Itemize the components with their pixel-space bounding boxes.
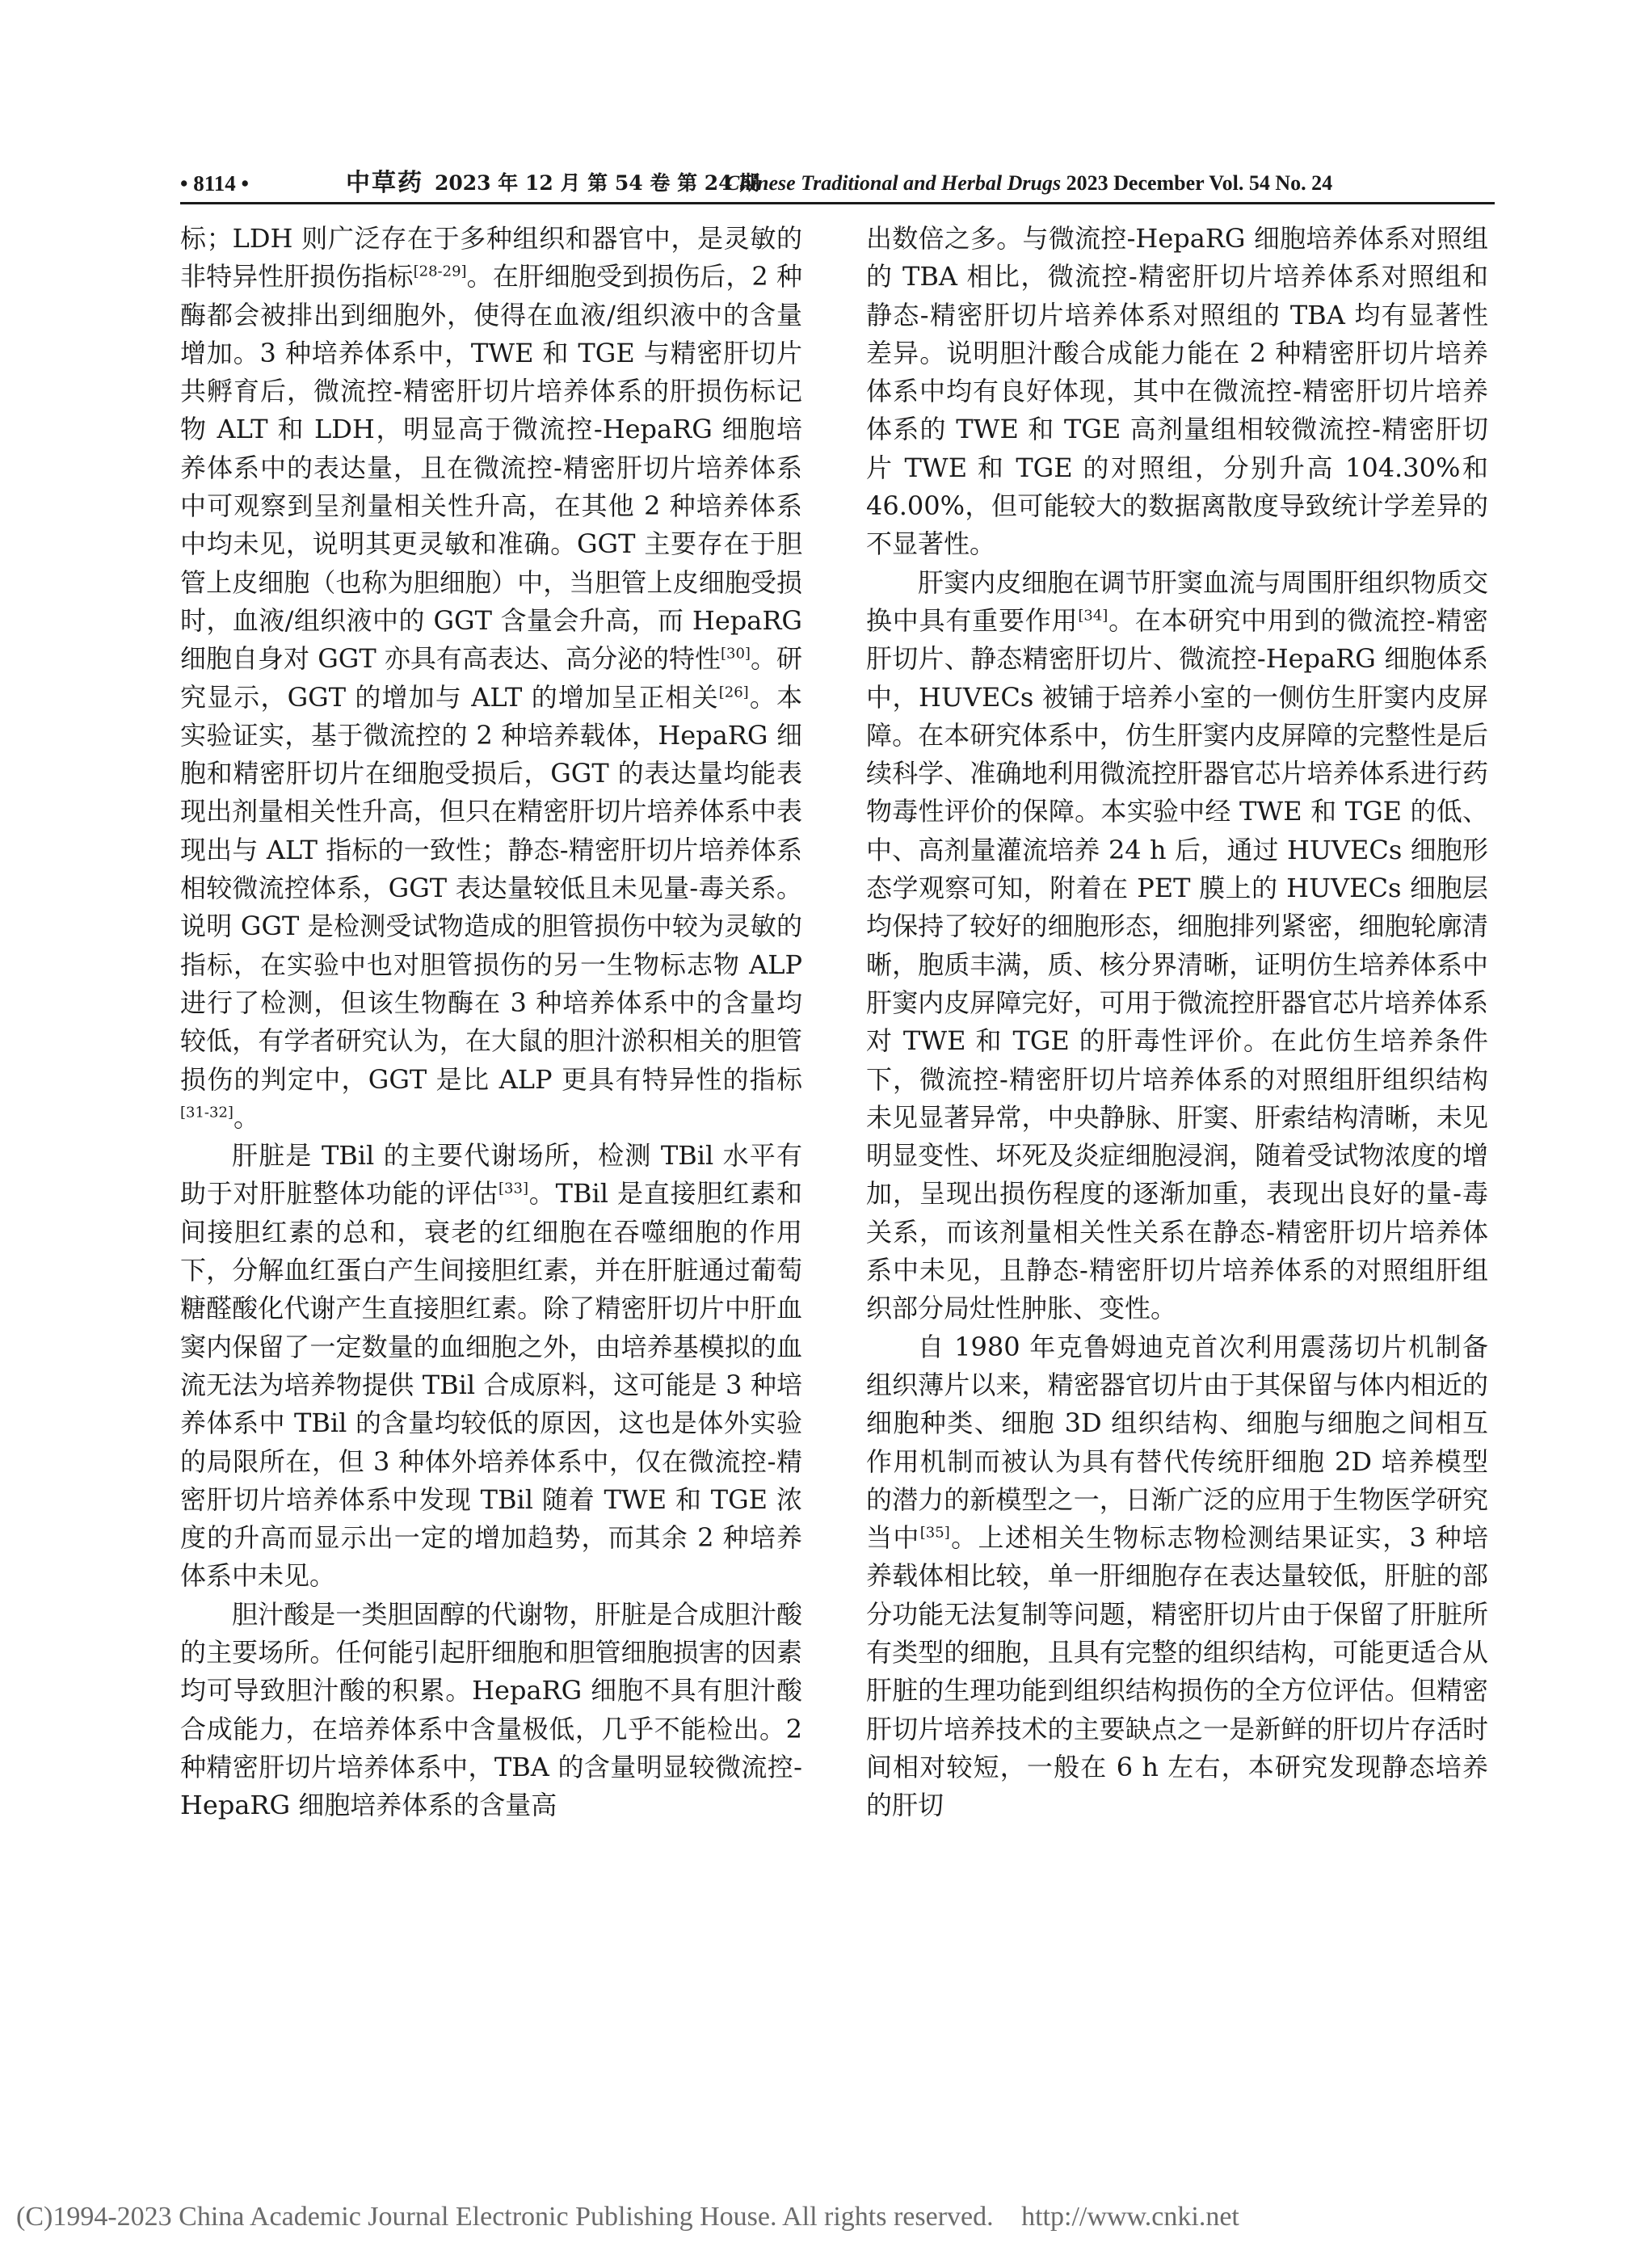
- journal-info-en: [726, 166, 1332, 201]
- running-header: [180, 166, 1495, 201]
- right-column: [866, 220, 1488, 1824]
- issue-info-en: 2023 December Vol. 54 No. 24: [1061, 171, 1333, 195]
- copyright-text: (C)1994-2023 China Academic Journal Electronic Publishing House. All rights reserved.: [16, 2202, 994, 2232]
- paragraph: 标；LDH 则广泛存在于多种组织和器官中，是灵敏的非特异性肝损伤指标[28-29]。在肝细胞受到损伤后，2 种酶都会被排出到细胞外，使得在血液/组织液中的含量增加。3 种培养体系中，TWE 和 TGE 与精密肝切片共孵育后，微流控-精密肝切片培养体系的肝损伤标记物 ALT 和 LDH，明显高于微流控-HepaRG 细胞培养体系中的表达量，且在微流控-精密肝切片培养体系中可观察到呈剂量相关性升高，在其他 2 种培养体系中均未见，说明其更灵敏和准确。GGT 主要存在于胆管上皮细胞（也称为胆细胞）中，当胆管上皮细胞受损时，血液/组织液中的 GGT 含量会升高，而 HepaRG 细胞自身对 GGT 亦具有高表达、高分泌的特性[30]。研究显示，GGT 的增加与 ALT 的增加呈正相关[26]。本实验证实，基于微流控的 2 种培养载体，HepaRG 细胞和精密肝切片在细胞受损后，GGT 的表达量均能表现出剂量相关性升高，但只在精密肝切片培养体系中表现出与 ALT 指标的一致性；静态-精密肝切片培养体系相较微流控体系，GGT 表达量较低且未见量-毒关系。说明 GGT 是检测受试物造成的胆管损伤中较为灵敏的指标，在实验中也对胆管损伤的另一生物标志物 ALP 进行了检测，但该生物酶在 3 种培养体系中的含量均较低，有学者研究认为，在大鼠的胆汁淤积相关的胆管损伤的判定中，GGT 是比 ALP 更具有特异性的指标[31-32]。: [180, 223, 802, 1133]
- paragraph: 出数倍之多。与微流控-HepaRG 细胞培养体系对照组的 TBA 相比，微流控-精密肝切片培养体系对照组和静态-精密肝切片培养体系对照组的 TBA 均有显著性差异。说明胆汁酸合成能力能在 2 种精密肝切片培养体系中均有良好体现，其中在微流控-精密肝切片培养体系的 TWE 和 TGE 高剂量组相较微流控-精密肝切片 TWE 和 TGE 的对照组，分别升高 104.30%和 46.00%，但可能较大的数据离散度导致统计学差异的不显著性。: [866, 223, 1488, 560]
- website-url: http://www.cnki.net: [1021, 2202, 1239, 2232]
- paragraph: 自 1980 年克鲁姆迪克首次利用震荡切片机制备组织薄片以来，精密器官切片由于其保留与体内相近的细胞种类、细胞 3D 组织结构、细胞与细胞之间相互作用机制而被认为具有替代传统肝细胞 2D 培养模型的潜力的新模型之一，日渐广泛的应用于生物医学研究当中[35]。上述相关生物标志物检测结果证实，3 种培养载体相比较，单一肝细胞存在表达量较低，肝脏的部分功能无法复制等问题，精密肝切片由于保留了肝脏所有类型的细胞，且具有完整的组织结构，可能更适合从肝脏的生理功能到组织结构损伤的全方位评估。但精密肝切片培养技术的主要缺点之一是新鲜的肝切片存活时间相对较短，一般在 6 h 左右，本研究发现静态培养的肝切: [866, 1331, 1488, 1821]
- header-rule: [180, 202, 1495, 204]
- paragraph: 肝窦内皮细胞在调节肝窦血流与周围肝组织物质交换中具有重要作用[34]。在本研究中用到的微流控-精密肝切片、静态精密肝切片、微流控-HepaRG 细胞体系中，HUVECs 被铺于培养小室的一侧仿生肝窦内皮屏障。在本研究体系中，仿生肝窦内皮屏障的完整性是后续科学、准确地利用微流控肝器官芯片培养体系进行药物毒性评价的保障。本实验中经 TWE 和 TGE 的低、中、高剂量灌流培养 24 h 后，通过 HUVECs 细胞形态学观察可知，附着在 PET 膜上的 HUVECs 细胞层均保持了较好的细胞形态，细胞排列紧密，细胞轮廓清晰，胞质丰满，质、核分界清晰，证明仿生培养体系中肝窦内皮屏障完好，可用于微流控肝器官芯片培养体系对 TWE 和 TGE 的肝毒性评价。在此仿生培养条件下，微流控-精密肝切片培养体系的对照组肝组织结构未见显著异常，中央静脉、肝窦、肝索结构清晰，未见明显变性、坏死及炎症细胞浸润，随着受试物浓度的增加，呈现出损伤程度的逐渐加重，表现出良好的量-毒关系，而该剂量相关性关系在静态-精密肝切片培养体系中未见，且静态-精密肝切片培养体系的对照组肝组织部分局灶性肿胀、变性。: [866, 566, 1488, 1324]
- page-number: • 8114 •: [180, 171, 249, 196]
- paragraph: 肝脏是 TBil 的主要代谢场所，检测 TBil 水平有助于对肝脏整体功能的评估[33]。TBil 是直接胆红素和间接胆红素的总和，衰老的红细胞在吞噬细胞的作用下，分解血红蛋白产生间接胆红素，并在肝脏通过葡萄糖醛酸化代谢产生直接胆红素。除了精密肝切片中肝血窦内保留了一定数量的血细胞之外，由培养基模拟的血流无法为培养物提供 TBil 合成原料，这可能是 3 种培养体系中 TBil 的含量均较低的原因，这也是体外实验的局限所在，但 3 种体外培养体系中，仅在微流控-精密肝切片培养体系中发现 TBil 随着 TWE 和 TGE 浓度的升高而显示出一定的增加趋势，而其余 2 种培养体系中未见。: [180, 1140, 802, 1592]
- journal-name-en: Chinese Traditional and Herbal Drugs: [726, 171, 1062, 195]
- issue-info-cn: 2023 年 12 月 第 54 卷 第 24 期: [435, 171, 760, 195]
- copyright-footer: [16, 2199, 1632, 2235]
- left-column: [180, 220, 802, 1824]
- journal-name-cn: 中草药: [346, 169, 423, 197]
- paragraph: 胆汁酸是一类胆固醇的代谢物，肝脏是合成胆汁酸的主要场所。任何能引起肝细胞和胆管细胞损害的因素均可导致胆汁酸的积累。HepaRG 细胞不具有胆汁酸合成能力，在培养体系中含量极低，几乎不能检出。2 种精密肝切片培养体系中，TBA 的含量明显较微流控-HepaRG 细胞培养体系的含量高: [180, 1598, 802, 1821]
